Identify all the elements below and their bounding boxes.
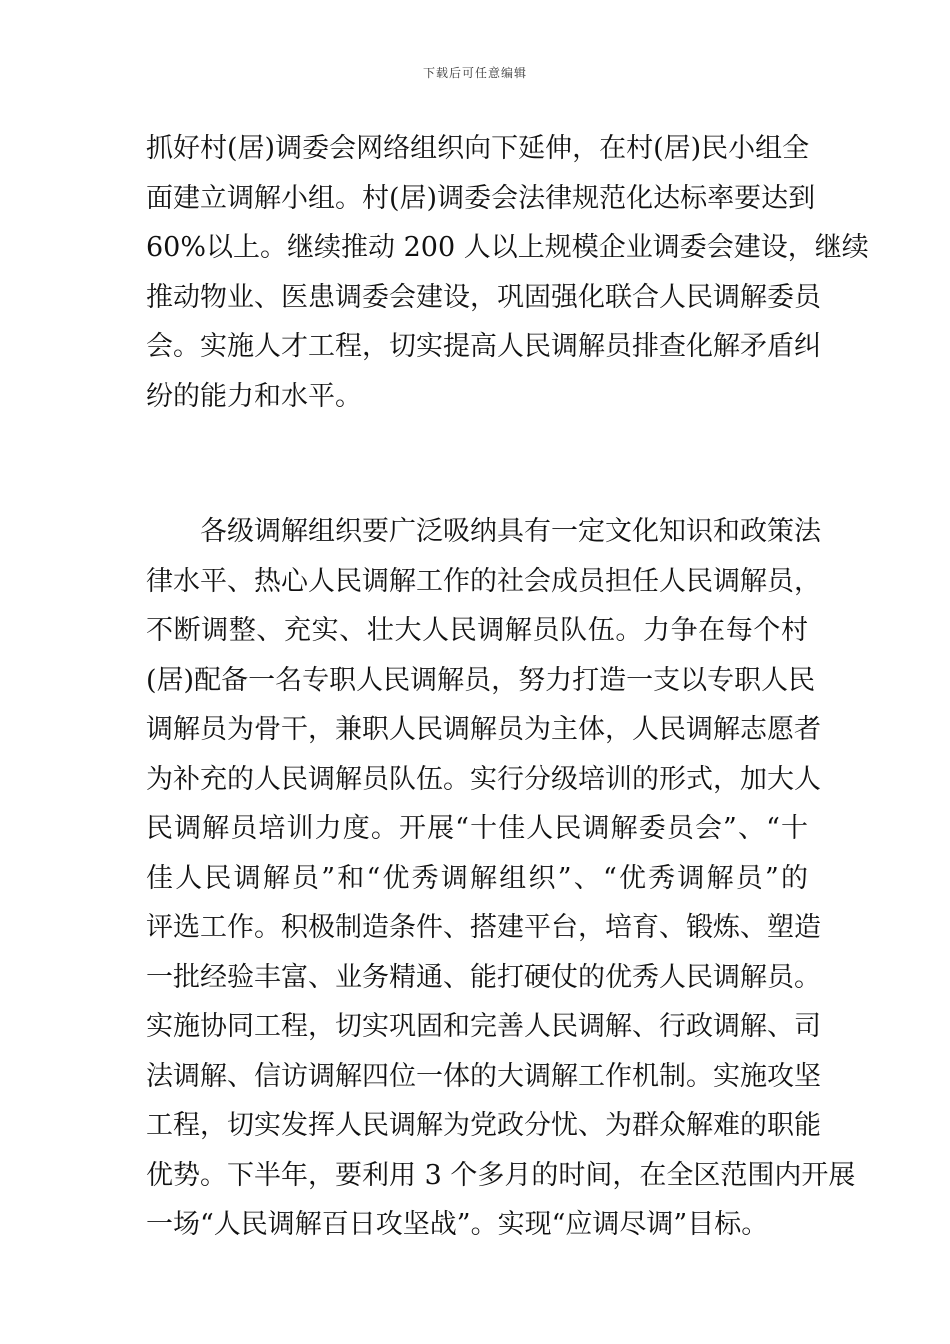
text-line: 民调解员培训力度。开展“十佳人民调解委员会”、“十 xyxy=(146,813,808,844)
text-line: 为补充的人民调解员队伍。实行分级培训的形式，加大人 xyxy=(146,763,821,795)
text-line: 会。实施人才工程，切实提高人民调解员排查化解矛盾纠 xyxy=(146,331,821,362)
text-line: 不断调整、充实、壮大人民调解员队伍。力争在每个村 xyxy=(146,615,808,646)
text-line: 抓好村(居)调委会网络组织向下延伸，在村(居)民小组全 xyxy=(146,133,810,164)
text-line: 纷的能力和水平。 xyxy=(146,380,362,412)
text-line: 法调解、信访调解四位一体的大调解工作机制。实施攻坚 xyxy=(146,1060,821,1092)
text-line: 推动物业、医患调委会建设，巩固强化联合人民调解委员 xyxy=(146,281,821,313)
text-line: 佳人民调解员”和“优秀调解组织”、“优秀调解员”的 xyxy=(146,862,808,894)
text-line: 各级调解组织要广泛吸纳具有一定文化知识和政策法 xyxy=(146,516,821,547)
text-line: 面建立调解小组。村(居)调委会法律规范化达标率要达到 xyxy=(146,182,816,214)
paragraph-2 xyxy=(146,507,856,1250)
text-line: 60%以上。继续推动 200 人以上规模企业调委会建设，继续 xyxy=(146,232,869,263)
text-line: 优势。下半年，要利用 3 个多月的时间，在全区范围内开展 xyxy=(146,1159,856,1191)
page-header-note: 下载后可任意编辑 xyxy=(422,66,527,80)
text-line: 评选工作。积极制造条件、搭建平台，培育、锻炼、塑造 xyxy=(146,912,821,943)
text-line: 调解员为骨干，兼职人民调解员为主体，人民调解志愿者 xyxy=(146,714,821,745)
document-body xyxy=(146,124,869,1250)
text-line: 工程，切实发挥人民调解为党政分忧、为群众解难的职能 xyxy=(146,1110,821,1141)
text-line: 律水平、热心人民调解工作的社会成员担任人民调解员， xyxy=(146,565,821,597)
text-line: 实施协同工程，切实巩固和完善人民调解、行政调解、司 xyxy=(146,1011,821,1042)
paragraph-1 xyxy=(146,124,869,421)
paragraph-spacer xyxy=(146,421,808,507)
text-line: 一批经验丰富、业务精通、能打硬仗的优秀人民调解员。 xyxy=(146,961,821,993)
text-line: (居)配备一名专职人民调解员，努力打造一支以专职人民 xyxy=(146,664,816,696)
text-line: 一场“人民调解百日攻坚战”。实现“应调尽调”目标。 xyxy=(146,1209,769,1240)
